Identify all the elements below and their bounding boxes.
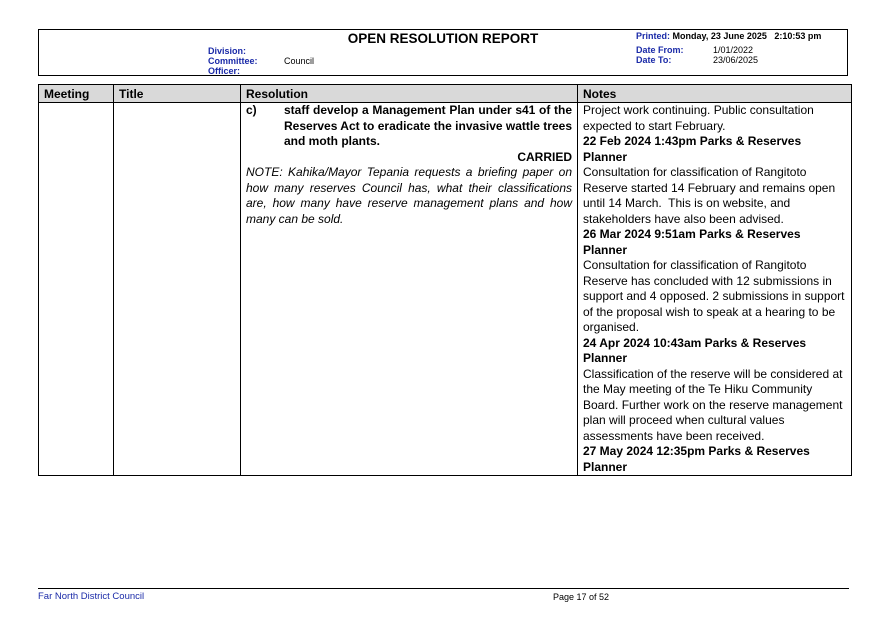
notes-entry-heading: 22 Feb 2024 1:43pm Parks & Reserves Planner	[583, 134, 802, 164]
date-to-label: Date To:	[636, 55, 672, 65]
title-cell	[114, 103, 241, 476]
resolution-cell	[241, 103, 578, 476]
notes-entry-heading: 26 Mar 2024 9:51am Parks & Reserves Planner	[583, 227, 801, 257]
footer-organisation: Far North District Council	[38, 591, 145, 602]
meeting-cell	[39, 103, 114, 476]
notes-cell	[578, 103, 852, 476]
notes-entry-text: Classification of the reserve will be considered at the May meeting of the Te Hiku Community Board. Further work on the reserve management plan will proceed when cultural values assessments have been received.	[583, 366, 843, 443]
report-title: OPEN RESOLUTION REPORT	[347, 31, 539, 46]
table-header-row	[39, 85, 852, 103]
resolution-item	[246, 103, 572, 150]
column-header-meeting: Meeting	[39, 85, 114, 103]
printed-label: Printed: Monday, 23 June 2025 2:10:53 pm	[636, 31, 822, 41]
report-header	[38, 29, 848, 76]
date-from-label: Date From:	[636, 45, 684, 55]
notes-intro: Project work continuing. Public consultation expected to start February.	[583, 103, 814, 133]
column-header-notes: Notes	[578, 85, 852, 103]
notes-entry-heading: 27 May 2024 12:35pm Parks & Reserves Planner	[583, 444, 810, 474]
page-number: Page 17 of 52	[553, 592, 610, 602]
printed-value: Monday, 23 June 2025 2:10:53 pm	[672, 31, 822, 41]
committee-label: Committee:	[208, 56, 258, 66]
table-row	[39, 103, 852, 476]
notes-entry-text: Consultation for classification of Rangitoto Reserve started 14 February and remains open until 14 March. This is on website, and stakeholders have also been advised.	[583, 165, 842, 226]
footer-divider	[38, 588, 849, 589]
carried-status: CARRIED	[517, 149, 572, 164]
division-label: Division:	[208, 46, 247, 56]
date-to-value: 23/06/2025	[713, 55, 759, 65]
resolution-item-text: staff develop a Management Plan under s41 of the Reserves Act to eradicate the invasive wattle trees and moth plants.	[284, 103, 572, 148]
notes-entry-heading: 24 Apr 2024 10:43am Parks & Reserves Planner	[583, 335, 807, 365]
resolution-item-letter: c)	[246, 103, 257, 117]
notes-entry-text: Consultation for classification of Rangitoto Reserve has concluded with 12 submissions in support and 4 opposed. 2 submissions in support of the proposal wish to speak at a hearing to be organised.	[583, 258, 845, 334]
date-from-value: 1/01/2022	[713, 45, 754, 55]
committee-value: Council	[284, 56, 315, 66]
resolution-table	[38, 84, 852, 476]
resolution-note: NOTE: Kahika/Mayor Tepania requests a briefing paper on how many reserves Council has, what their classifications are, how many have reserve management plans and how many can be sold.	[246, 165, 572, 226]
column-header-resolution: Resolution	[241, 85, 578, 103]
officer-label: Officer:	[208, 66, 241, 76]
column-header-title: Title	[114, 85, 241, 103]
